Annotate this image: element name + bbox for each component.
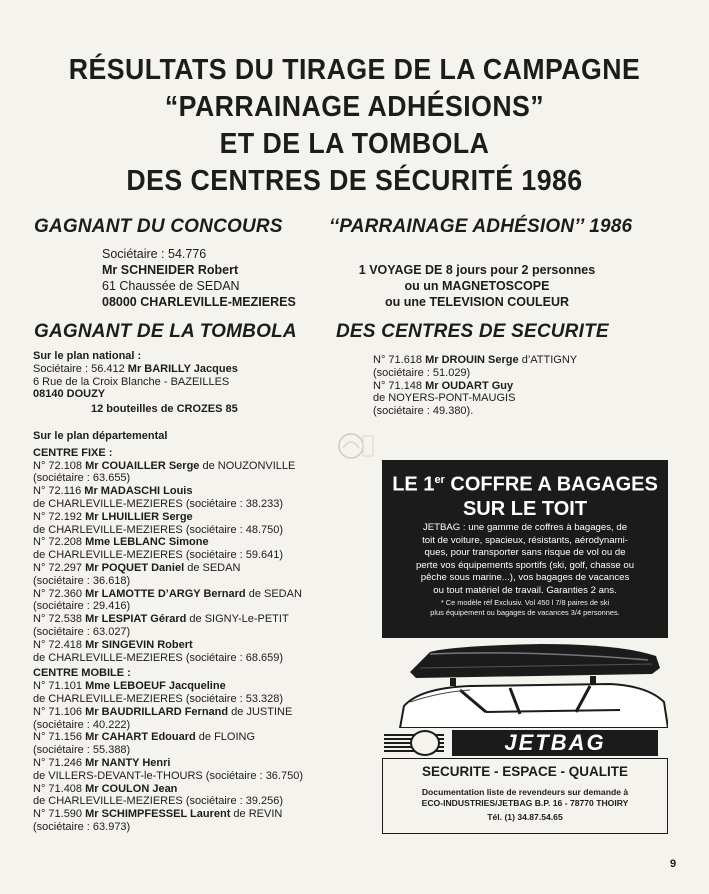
entry-pre: de CHARLEVILLE-MEZIERES (sociétaire : 59.641)	[33, 549, 284, 562]
entry-name: Mr NANTY Henri	[85, 756, 171, 769]
entry-line	[373, 367, 577, 380]
entry-pre: de CHARLEVILLE-MEZIERES (sociétaire : 53.328)	[33, 692, 284, 705]
brand-bar	[382, 728, 668, 756]
entry-pre: N° 72.208	[33, 536, 86, 549]
entry-post: de JUSTINE	[228, 705, 293, 718]
entry-pre: (sociétaire : 51.029)	[373, 366, 471, 379]
jetbag-advertisement	[382, 460, 668, 834]
prize-line-2: ou un MAGNETOSCOPE	[404, 279, 550, 293]
entry-pre: de NOYERS-PONT-MAUGIS	[373, 392, 516, 405]
winner-name: Mr SCHNEIDER Robert	[102, 263, 239, 277]
entry-pre: N° 72.108	[33, 459, 86, 472]
ad-note-line: * Ce modèle réf Exclusiv. Vol 450 l 7/8 paires de ski	[440, 598, 610, 607]
entry-line	[33, 575, 303, 588]
entry-line	[33, 731, 303, 744]
ad-text-line: perte vos équipements sportifs (ski, golf, chasse ou	[415, 559, 635, 571]
page-number: 9	[670, 858, 677, 870]
entry-line	[33, 472, 303, 485]
entry-pre: N° 72.538	[33, 613, 86, 626]
car-with-roof-box-illustration	[390, 642, 668, 728]
entry-pre: (sociétaire : 55.388)	[33, 744, 131, 757]
entry-post: de NOUZONVILLE	[199, 459, 296, 472]
concours-heading-right: ‘‘PARRAINAGE ADHÉSION’’ 1986	[329, 216, 633, 237]
ad-headline-post: COFFRE A BAGAGES	[444, 473, 658, 496]
entry-name: Mr COUAILLER Serge	[85, 459, 200, 472]
concours-winner	[102, 246, 296, 310]
winner-street: 61 Chaussée de SEDAN	[102, 279, 240, 293]
entry-line	[373, 380, 577, 393]
entry-pre: N° 71.101	[33, 680, 86, 693]
ad-text-line: ques, pour transporter sans risque de vol ou de	[424, 547, 626, 559]
entry-pre: de VILLERS-DEVANT-le-THOURS (sociétaire : 36.750)	[33, 769, 303, 782]
entry-line	[33, 652, 303, 665]
entry-post: de REVIN	[230, 808, 283, 821]
entry-name: Mr SCHIMPFESSEL Laurent	[85, 808, 231, 821]
entry-pre: N° 71.590	[33, 808, 86, 821]
entry-name: Mr POQUET Daniel	[85, 561, 185, 574]
entry-line	[33, 693, 303, 706]
entry-line	[373, 354, 577, 367]
entry-pre: (sociétaire : 49.380).	[373, 405, 474, 418]
entry-name: Mr MADASCHI Louis	[84, 485, 193, 498]
entry-line	[33, 524, 303, 537]
entry-line	[33, 498, 303, 511]
entry-name: Mr COULON Jean	[85, 782, 178, 795]
brand-logo: JETBAG	[452, 730, 658, 756]
entry-pre: de CHARLEVILLE-MEZIERES (sociétaire : 38.233)	[33, 497, 284, 510]
entry-name: Mme LEBLANC Simone	[85, 536, 209, 549]
entry-pre: Sociétaire : 56.412	[33, 362, 128, 375]
entry-name: Mr LESPIAT Gérard	[85, 613, 187, 626]
entry-pre: N° 71.156	[33, 731, 86, 744]
title-line-4: DES CENTRES DE SÉCURITÉ 1986	[126, 165, 583, 197]
entry-line	[33, 536, 303, 549]
entry-line	[33, 821, 303, 834]
concours-heading-left: GAGNANT DU CONCOURS	[34, 216, 283, 237]
ad-headline-sup: er	[434, 474, 445, 486]
entry-post: de FLOING	[195, 731, 256, 744]
entry-name: Mme LEBOEUF Jacqueline	[85, 680, 226, 693]
entry-post: de SEDAN	[184, 561, 241, 574]
ad-doc-line-1: Documentation liste de revendeurs sur demande à	[421, 787, 629, 797]
entry-line	[33, 639, 303, 652]
entry-line	[33, 706, 303, 719]
centre-fixe-list	[33, 460, 303, 665]
entry-post: d’ATTIGNY	[518, 354, 578, 366]
title-line-3: ET DE LA TOMBOLA	[219, 128, 490, 160]
entry-pre: N° 71.246	[33, 756, 86, 769]
entry-line	[33, 562, 303, 575]
entry-pre: N° 72.116	[33, 485, 85, 498]
ad-black-panel	[382, 460, 668, 638]
ad-body-text	[396, 522, 654, 598]
national-block-right	[373, 354, 577, 418]
entry-pre: (sociétaire : 29.416)	[33, 600, 131, 613]
entry-pre: de CHARLEVILLE-MEZIERES (sociétaire : 48.750)	[33, 523, 284, 536]
entry-name: Mr SINGEVIN Robert	[85, 638, 193, 651]
centre-fixe-label: CENTRE FIXE :	[33, 446, 113, 459]
ad-text-line: toit de voiture, spacieux, résistants, aérodynami-	[422, 534, 628, 546]
entry-pre: de CHARLEVILLE-MEZIERES (sociétaire : 68.659)	[33, 651, 284, 664]
centre-mobile-label: CENTRE MOBILE :	[33, 667, 131, 680]
entry-name: Mr CAHART Edouard	[85, 731, 196, 744]
ad-footnote	[392, 598, 658, 618]
concours-prize	[336, 262, 618, 310]
ad-note-line: plus équipement ou bagages de vacances 3/4 personnes.	[430, 608, 620, 617]
title-line-1: RÉSULTATS DU TIRAGE DE LA CAMPAGNE	[68, 54, 641, 86]
national-prize: 12 bouteilles de CROZES 85	[91, 403, 238, 416]
ad-headline-line2: SUR LE TOIT	[462, 497, 588, 520]
entry-pre: N° 71.618	[373, 354, 426, 366]
national-winner-1-line2: 6 Rue de la Croix Blanche - BAZEILLES	[33, 375, 230, 388]
national-winner-1-line1	[33, 363, 238, 376]
entry-line	[373, 405, 577, 418]
entry-line	[33, 460, 303, 473]
entry-line	[33, 588, 303, 601]
faint-stamp-mark	[333, 426, 377, 466]
entry-pre: (sociétaire : 63.973)	[33, 820, 131, 833]
tombola-heading-left: GAGNANT DE LA TOMBOLA	[34, 321, 297, 342]
national-winner-1-line3: 08140 DOUZY	[33, 388, 106, 401]
entry-pre: N° 71.148	[373, 379, 426, 392]
entry-pre: N° 72.192	[33, 510, 86, 523]
title-line-2: “PARRAINAGE ADHÉSIONS”	[164, 91, 545, 123]
entry-pre: (sociétaire : 36.618)	[33, 574, 131, 587]
winner-societaire: Sociétaire : 54.776	[102, 247, 207, 261]
ad-doc-line-3: Tél. (1) 34.87.54.65	[487, 812, 563, 822]
departemental-block	[33, 430, 303, 834]
national-label: Sur le plan national :	[33, 350, 142, 362]
entry-line	[33, 744, 303, 757]
ad-text-line: pêche sous marine...), vos bagages de vacances	[420, 572, 630, 584]
prize-line-3: ou une TELEVISION COULEUR	[384, 295, 570, 309]
entry-post: de SIGNY-Le-PETIT	[186, 613, 289, 626]
entry-pre: N° 72.297	[33, 561, 86, 574]
entry-line	[33, 680, 303, 693]
entry-line	[33, 757, 303, 770]
entry-line	[33, 485, 303, 498]
entry-name: Mr BAUDRILLARD Fernand	[85, 705, 229, 718]
entry-pre: de CHARLEVILLE-MEZIERES (sociétaire : 39.256)	[33, 795, 284, 808]
entry-pre: (sociétaire : 63.027)	[33, 625, 131, 638]
winner-city: 08000 CHARLEVILLE-MEZIERES	[102, 295, 296, 309]
entry-pre: N° 72.360	[33, 587, 86, 600]
entry-line	[33, 770, 303, 783]
entry-name: Mr BARILLY Jacques	[127, 362, 238, 375]
ad-headline-pre: LE 1	[392, 473, 435, 496]
entry-line	[33, 600, 303, 613]
ad-headline	[382, 468, 668, 521]
entry-name: Mr DROUIN Serge	[425, 354, 519, 366]
entry-pre: (sociétaire : 40.222)	[33, 718, 131, 731]
entry-line	[33, 549, 303, 562]
ad-contact-box	[382, 758, 668, 834]
ad-doc-line-2: ECO-INDUSTRIES/JETBAG B.P. 16 - 78770 THOIRY	[421, 798, 629, 808]
entry-line	[33, 783, 303, 796]
entry-pre: N° 72.418	[33, 638, 86, 651]
tombola-heading-right: DES CENTRES DE SECURITE	[336, 321, 609, 342]
entry-line	[33, 795, 303, 808]
brand-emblem-icon	[410, 730, 440, 756]
departemental-label: Sur le plan départemental	[33, 430, 168, 442]
entry-pre: N° 71.408	[33, 782, 86, 795]
entry-line	[33, 719, 303, 732]
entry-line	[373, 392, 577, 405]
entry-pre: N° 71.106	[33, 705, 86, 718]
ad-slogan: SECURITE - ESPACE - QUALITE	[421, 764, 628, 779]
entry-name: Mr OUDART Guy	[425, 379, 514, 392]
entry-post: de SEDAN	[245, 587, 302, 600]
national-block	[33, 350, 238, 416]
main-title	[28, 52, 680, 200]
entry-line	[33, 808, 303, 821]
entry-name: Mr LHUILLIER Serge	[85, 510, 193, 523]
entry-line	[33, 511, 303, 524]
entry-name: Mr LAMOTTE D’ARGY Bernard	[85, 587, 246, 600]
centre-mobile-list	[33, 680, 303, 834]
prize-line-1: 1 VOYAGE DE 8 jours pour 2 personnes	[358, 263, 596, 277]
entry-pre: (sociétaire : 63.655)	[33, 472, 131, 485]
entry-line	[33, 626, 303, 639]
ad-text-line: ou tout matériel de travail. Garanties 2 ans.	[433, 584, 617, 596]
ad-text-line: JETBAG : une gamme de coffres à bagages, de	[422, 522, 628, 533]
entry-line	[33, 613, 303, 626]
